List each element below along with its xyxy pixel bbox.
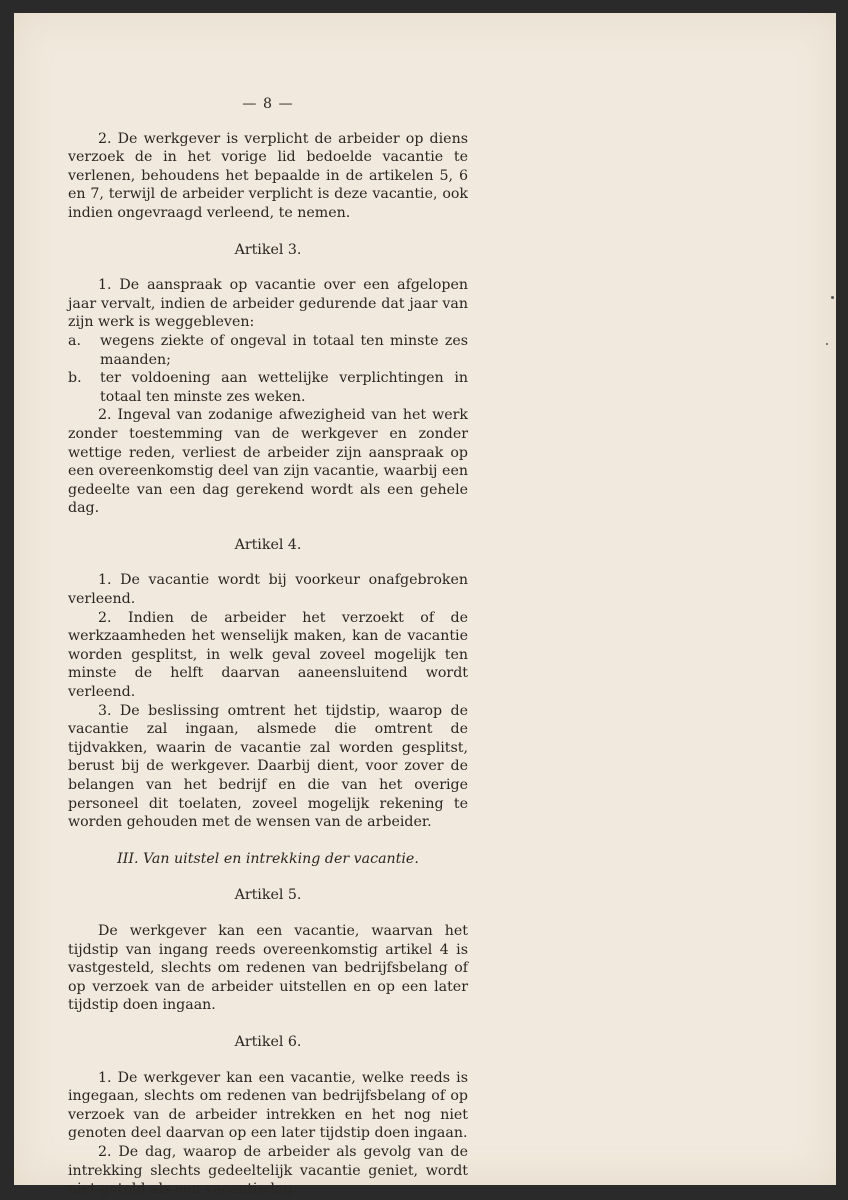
list-item: [68, 332, 468, 369]
paragraph: 1. De werkgever kan een vacantie, welke reeds is ingegaan, slechts om redenen van bedrijfsbelang of op verzoek van de arbeider intrekken en het nog niet genoten deel daarvan op een later tijdstip doen ingaan.: [68, 1069, 468, 1142]
paragraph: De werkgever kan een vacantie, waarvan het tijdstip van ingang reeds overeenkomstig artikel 4 is vastgesteld, slechts om redenen van bedrijfsbelang of op verzoek van de arbeider uitstellen en op een later tijdstip doen ingaan.: [68, 922, 468, 1014]
document-body: [68, 130, 468, 1199]
list-item-text: ter voldoening aan wettelijke verplichtingen in totaal ten minste zes weken.: [100, 370, 468, 405]
list-item-text: wegens ziekte of ongeval in totaal ten minste zes maanden;: [100, 332, 468, 368]
article-heading: Artikel 4.: [234, 536, 302, 553]
paragraph: 2. Ingeval van zodanige afwezigheid van het werk zonder toestemming van de werkgever en zonder wettige reden, verliest de arbeider zijn aanspraak op een overeenkomstig deel van zijn vacantie, waarbij een gedeelte van een dag gerekend wordt als een gehele dag.: [68, 407, 468, 517]
scan-speck: [826, 343, 828, 345]
page-number: — 8 —: [242, 96, 294, 112]
paragraph: 2. De werkgever is verplicht de arbeider op diens verzoek de in het vorige lid bedoelde vacantie te verlenen, behoudens het bepaalde in de artikelen 5, 6 en 7, terwijl de arbeider verplicht is deze vacantie, ook indien ongevraagd verleend, te nemen.: [68, 130, 468, 221]
paragraph: 3. De beslissing omtrent het tijdstip, waarop de vacantie zal ingaan, alsmede die omtrent de tijdvakken, waarin de vacantie zal worden gesplitst, berust bij de werkgever. Daarbij dient, voor zover de belangen van het bedrijf en die van het overige personeel dit toelaten, zoveel mogelijk rekening te worden gehouden met de wensen van de arbeider.: [68, 702, 468, 831]
article-heading: Artikel 3.: [234, 241, 302, 258]
paragraph: 2. De dag, waarop de arbeider als gevolg van de intrekking slechts gedeeltelijk vacantie geniet, wordt niet geteld als een vacantiedag.: [68, 1143, 468, 1198]
list-item-label: a.: [68, 332, 81, 349]
list-item: [68, 369, 468, 406]
text-column: [68, 95, 468, 1199]
paragraph: 1. De vacantie wordt bij voorkeur onafgebroken verleend.: [68, 572, 468, 608]
list-item-label: b.: [68, 370, 82, 387]
document-page: [14, 13, 836, 1198]
paragraph: 1. De aanspraak op vacantie over een afgelopen jaar vervalt, indien de arbeider gedurende dat jaar van zijn werk is weggebleven:: [68, 277, 468, 331]
article-heading: Artikel 5.: [234, 887, 302, 904]
paragraph: 2. Indien de arbeider het verzoekt of de werkzaamheden het wenselijk maken, kan de vacantie worden gesplitst, in welk geval zoveel mogelijk ten minste de helft daarvan aaneensluitend wordt verleend.: [68, 609, 468, 701]
section-heading: III. Van uitstel en intrekking der vacantie.: [117, 850, 419, 867]
article-heading: Artikel 6.: [234, 1033, 302, 1050]
scan-speck: [831, 296, 834, 299]
